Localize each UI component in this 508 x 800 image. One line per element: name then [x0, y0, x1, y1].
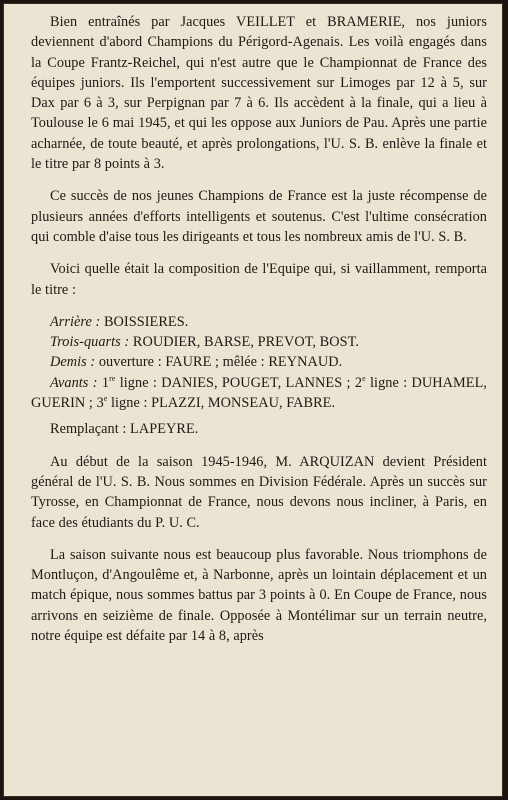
- role-label-avants: Avants :: [50, 374, 98, 391]
- team-line-avants: [31, 373, 487, 414]
- avants-text-1: 1: [97, 374, 110, 391]
- team-composition: [31, 312, 487, 413]
- document-page: [3, 3, 503, 797]
- avants-sup-2: e: [362, 373, 366, 383]
- paragraph-composition-intro: Voici quelle était la composition de l'Equipe qui, si vaillamment, remporta le titre :: [31, 261, 487, 298]
- team-line-remplacant: Remplaçant : LAPEYRE.: [50, 421, 199, 438]
- paragraph-juniors-champions: Bien entraînés par Jacques VEILLET et BRAMERIE, nos juniors deviennent d'abord Champions du Périgord-Agenais. Les voilà engagés dans la Coupe Frantz-Reichel, qui n'est autre que le Championnat de France des équipes juniors. Ils l'emportent successivement sur Limoges par 12 à 5, sur Dax par 6 à 3, sur Perpignan par 7 à 6. Ils accèdent à la finale, qui a lieu à Toulouse le 6 mai 1945, et qui les oppose aux Juniors de Pau. Après une partie acharnée, de toute beauté, et après prolongations, l'U. S. B. enlève la finale et le titre par 8 points à 3.: [31, 14, 487, 173]
- paragraph-recompense: Ce succès de nos jeunes Champions de France est la juste récompense de plusieurs années d'efforts intelligents et soutenus. C'est l'ultime consécration qui comble d'aise tous les dirigeants et tous les nombreux amis de l'U. S. B.: [31, 188, 487, 245]
- avants-text-4: ligne : PLAZZI, MONSEAU, FABRE.: [107, 395, 336, 412]
- paragraph-saison-1945-1946: Au début de la saison 1945-1946, M. ARQUIZAN devient Président général de l'U. S. B. Nous sommes en Division Fédérale. Après un succès sur Tyrosse, en Championnat de France, nous devons nous incliner, à Paris, en face des étudiants du P. U. C.: [31, 453, 487, 531]
- page-text: [31, 12, 487, 646]
- avants-sup-1: re: [109, 373, 116, 383]
- role-label-trois-quarts: Trois-quarts :: [50, 334, 130, 351]
- avants-text-2: ligne : DANIES, POUGET, LANNES ; 2: [115, 374, 363, 391]
- avants-sup-3: e: [103, 394, 108, 404]
- role-label-demis: Demis :: [50, 354, 96, 371]
- role-label-arriere: Arrière :: [50, 313, 101, 330]
- team-line-trois-quarts: [31, 332, 487, 352]
- players-arriere: BOISSIERES.: [100, 313, 189, 330]
- avants-text-3: ligne : DUHAMEL, GUERIN ; 3: [31, 374, 487, 412]
- team-line-demis: [31, 352, 487, 372]
- players-demis: ouverture : FAURE ; mêlée : REYNAUD.: [95, 354, 343, 371]
- players-trois-quarts: ROUDIER, BARSE, PREVOT, BOST.: [129, 334, 359, 351]
- team-line-arriere: [31, 312, 487, 332]
- paragraph-saison-suivante: La saison suivante nous est beaucoup plus favorable. Nous triomphons de Montluçon, d'Angoulême et, à Narbonne, après un lointain déplacement et un match épique, nous sommes battus par 3 points à 0. En Coupe de France, nous arrivons en seizième de finale. Opposée à Montélimar sur un terrain neutre, notre équipe est défaite par 14 à 8, après: [31, 546, 487, 645]
